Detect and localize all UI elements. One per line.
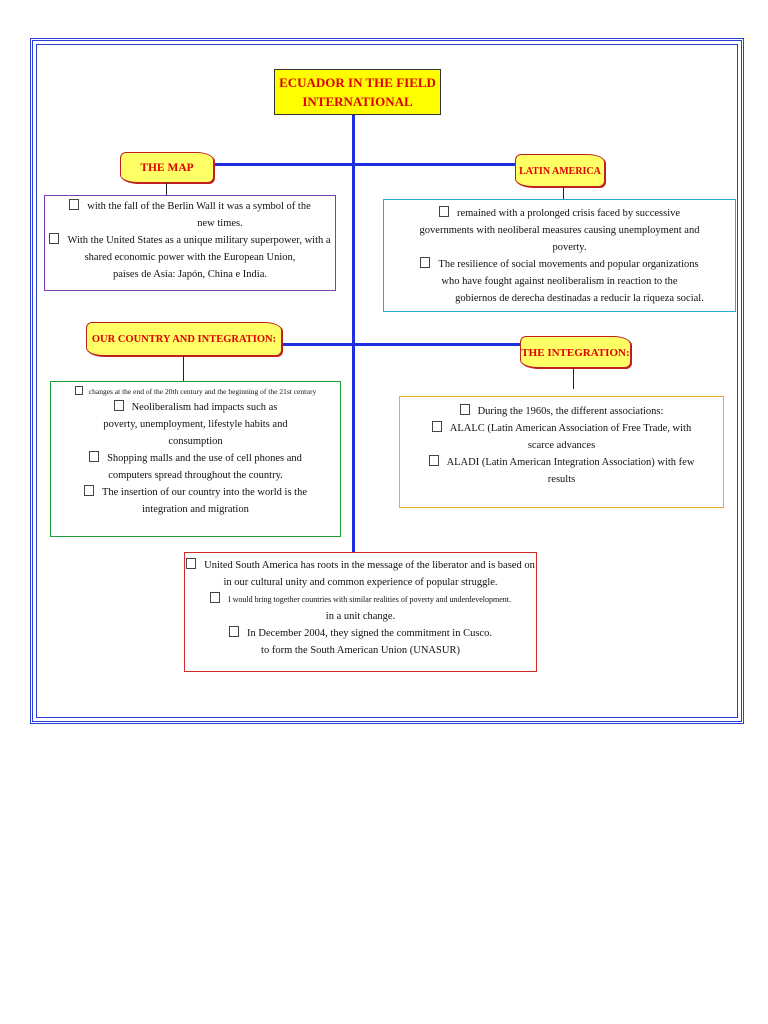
stem-our-country (183, 356, 184, 381)
vertical-trunk (352, 115, 355, 552)
title-line-1: ECUADOR IN THE FIELD (279, 75, 436, 90)
banner-latin-america-label: LATIN AMERICA (519, 166, 601, 177)
latam-bullet-2: The resilience of social movements and popular organizations (384, 256, 735, 273)
integration-text-line: results (547, 474, 576, 485)
square-bullet-icon (69, 199, 79, 210)
unasur-text-line: in a unit change. (325, 611, 396, 622)
square-bullet-icon (89, 451, 99, 462)
middle-horizontal-connector (282, 343, 522, 346)
latam-text-line: who have fought against neoliberalism in reaction to the (441, 276, 678, 287)
square-bullet-icon (84, 485, 94, 496)
square-bullet-icon (75, 386, 83, 395)
box-our-country (50, 381, 341, 537)
latam-text-line: governments with neoliberal measures causing unemployment and (419, 225, 700, 236)
banner-our-country-label: OUR COUNTRY AND INTEGRATION: (91, 334, 277, 345)
country-bullet-2: Neoliberalism had impacts such as (51, 399, 340, 416)
square-bullet-icon (49, 233, 59, 244)
square-bullet-icon (432, 421, 442, 432)
box-the-integration (399, 396, 724, 508)
unasur-text-line: to form the South American Union (UNASUR) (261, 645, 460, 656)
latam-text-line: gobiernos de derecha destinadas a reducir la riqueza social. (455, 293, 704, 304)
square-bullet-icon (114, 400, 124, 411)
integration-bullet-2: ALALC (Latin American Association of Free Trade, with (400, 420, 723, 437)
square-bullet-icon (429, 455, 439, 466)
box-unasur (184, 552, 537, 672)
country-text-line: integration and migration (142, 504, 249, 515)
latam-text-line: poverty. (552, 242, 587, 253)
stem-the-integration (573, 368, 574, 389)
square-bullet-icon (439, 206, 449, 217)
square-bullet-icon (210, 592, 220, 603)
map-bullet-2: With the United States as a unique military superpower, with a (45, 232, 335, 249)
top-horizontal-connector (213, 163, 517, 166)
square-bullet-icon (186, 558, 196, 569)
country-bullet-1: changes at the end of the 20th century and the beginning of the 21st century (51, 385, 340, 399)
square-bullet-icon (460, 404, 470, 415)
map-text-line: new times. (197, 218, 243, 229)
unasur-text-line: in our cultural unity and common experience of popular struggle. (223, 577, 498, 588)
banner-the-integration-label: THE INTEGRATION: (521, 347, 630, 359)
country-text-line: poverty, unemployment, lifestyle habits and (103, 419, 288, 430)
unasur-bullet-1: United South America has roots in the message of the liberator and is based on (185, 557, 536, 574)
banner-latin-america (515, 154, 605, 187)
title-line-2: INTERNATIONAL (302, 94, 413, 109)
banner-our-country (86, 322, 282, 356)
map-bullet-1: with the fall of the Berlin Wall it was a symbol of the (45, 198, 335, 215)
banner-the-map-label: THE MAP (140, 162, 194, 174)
banner-the-integration (520, 336, 631, 368)
integration-bullet-1: During the 1960s, the different associations: (400, 403, 723, 420)
square-bullet-icon (229, 626, 239, 637)
box-latin-america (383, 199, 736, 312)
stem-the-map (166, 183, 167, 195)
map-text-line: países de Asia: Japón, China e India. (113, 269, 267, 280)
stem-latin-america (563, 187, 564, 199)
map-text-line: shared economic power with the European Union, (84, 252, 296, 263)
country-bullet-4: The insertion of our country into the world is the (51, 484, 340, 501)
banner-the-map (120, 152, 214, 183)
integration-bullet-3: ALADI (Latin American Integration Association) with few (400, 454, 723, 471)
latam-bullet-1: remained with a prolonged crisis faced by successive (384, 205, 735, 222)
unasur-bullet-2: I would bring together countries with similar realities of poverty and underdevelopment. (185, 591, 536, 608)
integration-text-line: scarce advances (527, 440, 596, 451)
diagram-title (274, 69, 441, 115)
country-bullet-3: Shopping malls and the use of cell phones and (51, 450, 340, 467)
country-text-line: consumption (168, 436, 223, 447)
square-bullet-icon (420, 257, 430, 268)
country-text-line: computers spread throughout the country. (108, 470, 283, 481)
box-the-map (44, 195, 336, 291)
unasur-bullet-3: In December 2004, they signed the commitment in Cusco. (185, 625, 536, 642)
